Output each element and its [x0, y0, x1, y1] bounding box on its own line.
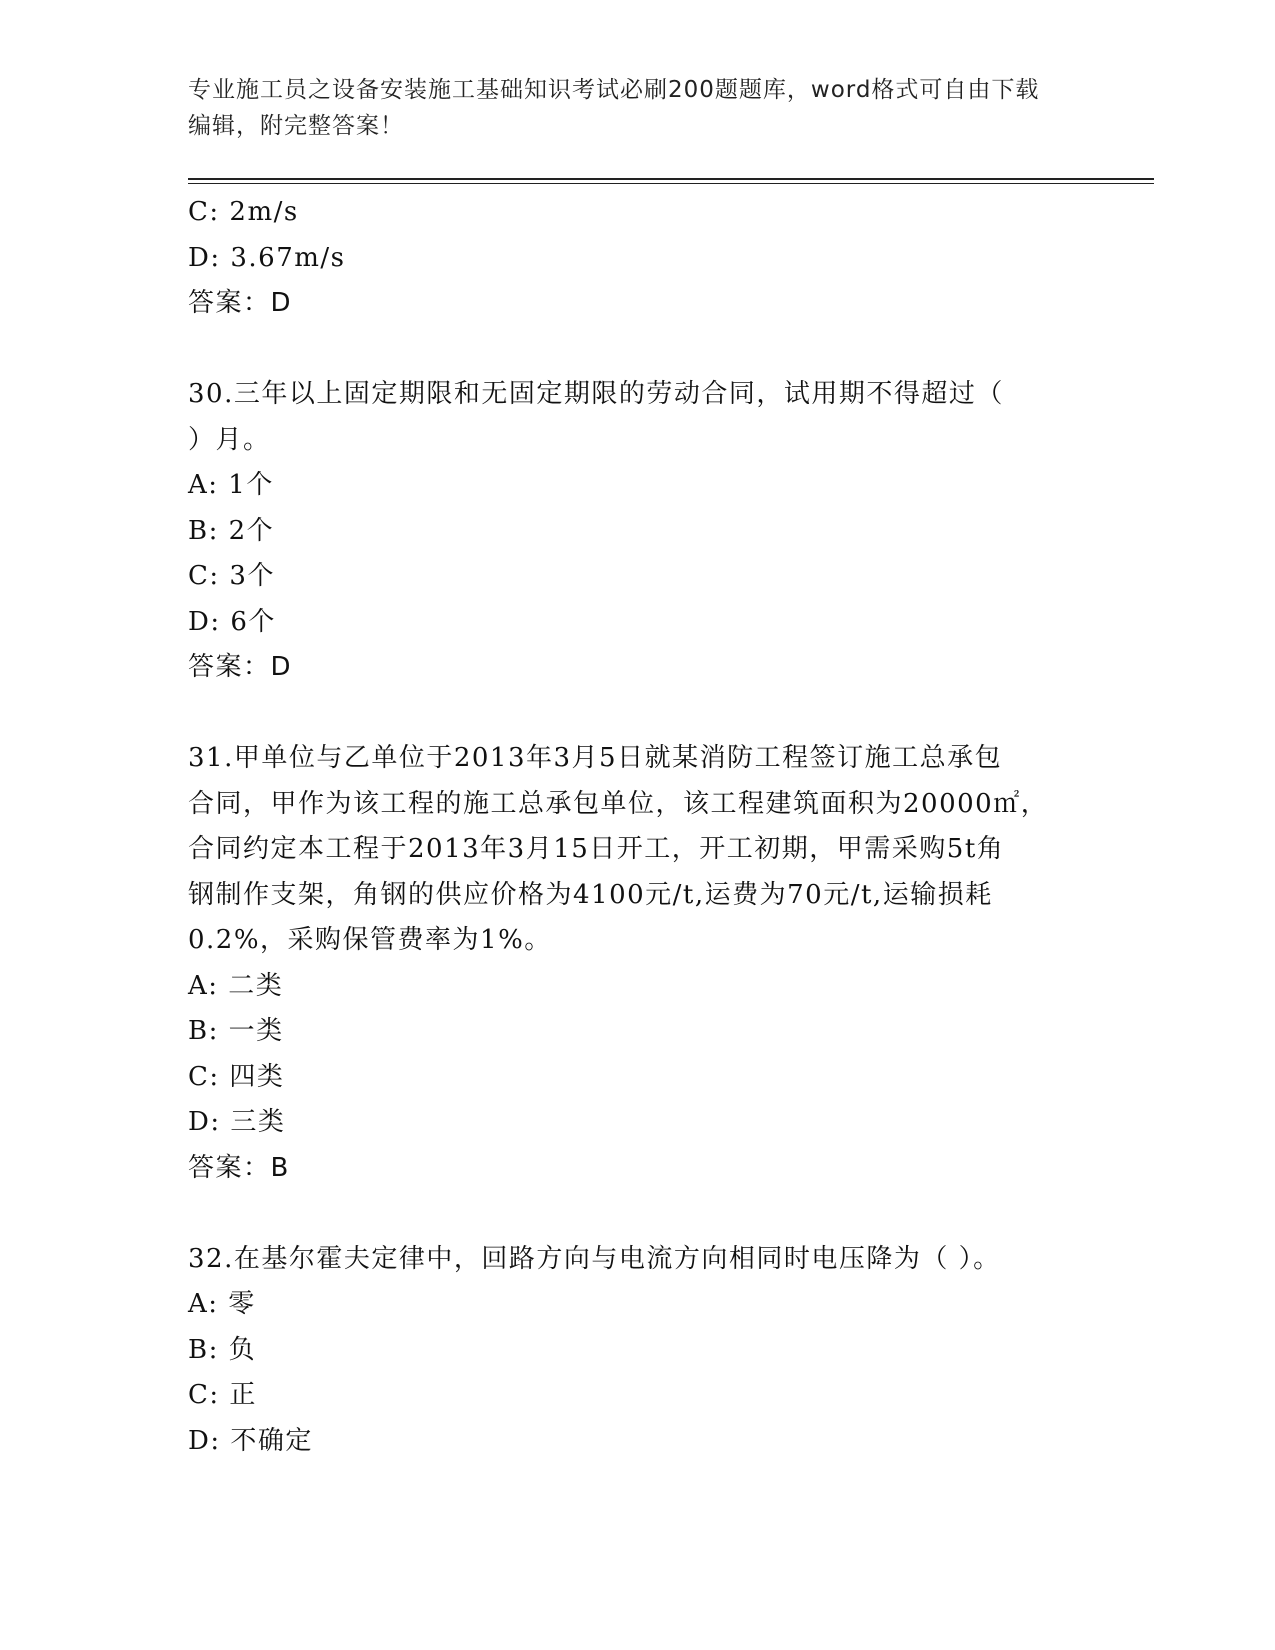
answer-line: 答案：D	[188, 652, 293, 682]
question-29-continued	[188, 190, 1088, 327]
answer-line: 答案：D	[188, 288, 293, 318]
option-c: C: 正	[188, 1380, 257, 1410]
question-gap	[188, 691, 1088, 737]
question-text-line: 钢制作支架，角钢的供应价格为4100元/t,运费为70元/t,运输损耗	[188, 879, 993, 910]
question-30	[188, 372, 1088, 691]
option-d: D: 3.67m/s	[188, 242, 346, 273]
option-a: A: 零	[188, 1289, 256, 1319]
question-text-line: 30.三年以上固定期限和无固定期限的劳动合同，试用期不得超过（	[188, 379, 1004, 409]
question-gap	[188, 1191, 1088, 1237]
option-d: D: 不确定	[188, 1425, 313, 1456]
header-divider-thin	[188, 183, 1154, 184]
question-32	[188, 1237, 1088, 1465]
option-c: C: 四类	[188, 1061, 285, 1092]
question-text-line: 32.在基尔霍夫定律中，回路方向与电流方向相同时电压降为（ ）。	[188, 1243, 1001, 1274]
option-b: B: 一类	[188, 1016, 284, 1046]
question-text-line: 合同，甲作为该工程的施工总承包单位，该工程建筑面积为20000㎡，	[188, 788, 1049, 819]
header-line-2: 编辑，附完整答案！	[188, 113, 404, 139]
option-c: C: 2m/s	[188, 197, 299, 227]
option-a: A: 二类	[188, 970, 284, 1001]
option-a: A: 1个	[188, 470, 274, 500]
option-b: B: 负	[188, 1334, 257, 1365]
question-gap	[188, 327, 1088, 373]
document-header	[188, 72, 1088, 144]
question-text-line: 0.2%，采购保管费率为1%。	[188, 925, 552, 955]
question-text-line: ）月。	[188, 424, 271, 455]
question-text-line: 31.甲单位与乙单位于2013年3月5日就某消防工程签订施工总承包	[188, 743, 1003, 773]
header-divider-thick	[188, 178, 1154, 180]
option-d: D: 6个	[188, 606, 276, 637]
option-c: C: 3个	[188, 561, 275, 591]
question-content	[188, 190, 1088, 1464]
question-31	[188, 736, 1088, 1191]
answer-line: 答案：B	[188, 1152, 290, 1183]
option-d: D: 三类	[188, 1107, 286, 1137]
option-b: B: 2个	[188, 515, 275, 546]
header-line-1: 专业施工员之设备安装施工基础知识考试必刷200题题库，word格式可自由下载	[188, 77, 1040, 103]
question-text-line: 合同约定本工程于2013年3月15日开工，开工初期，甲需采购5t角	[188, 834, 1005, 864]
